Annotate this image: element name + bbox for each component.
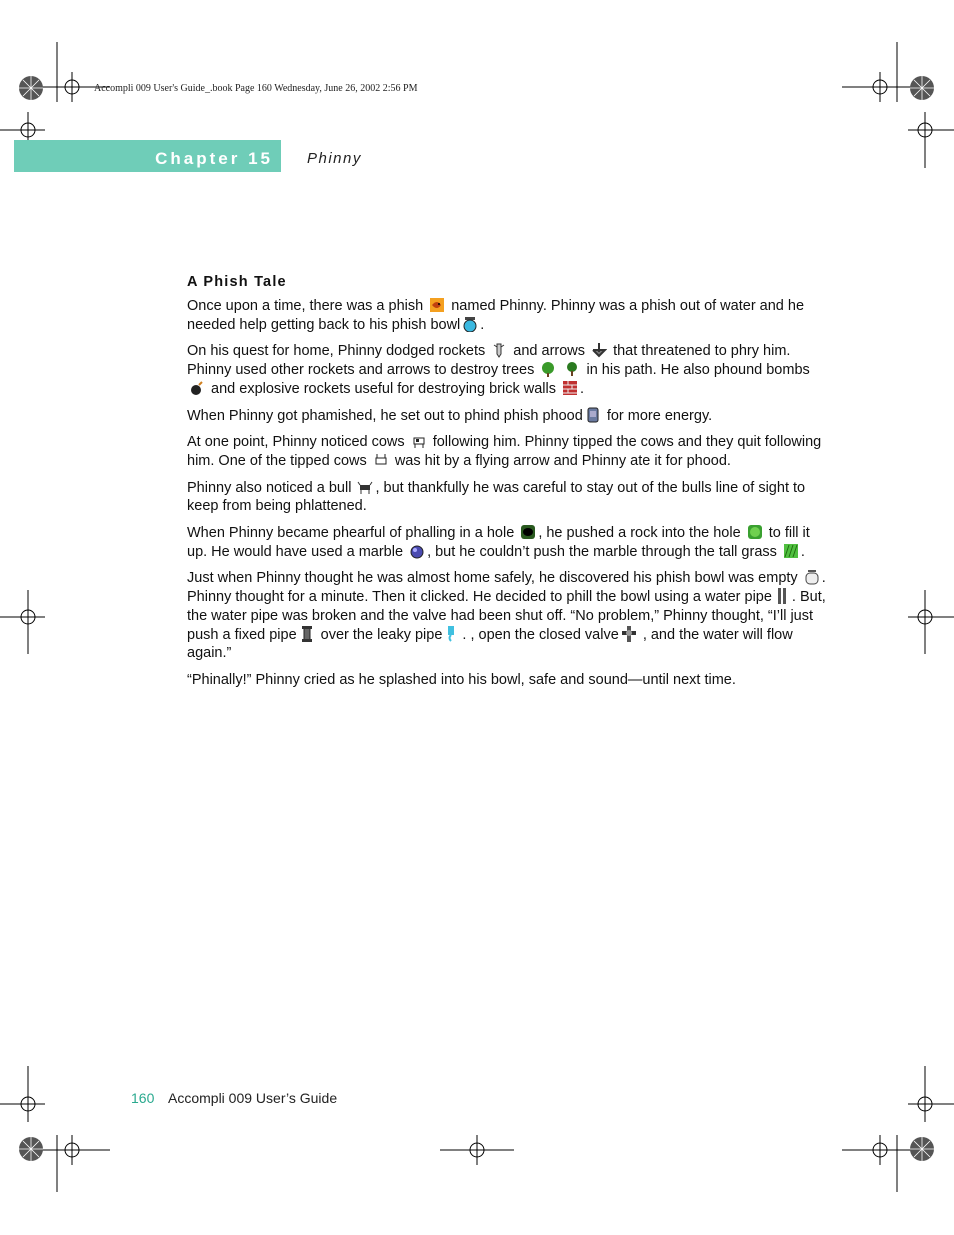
phish-icon: [429, 297, 445, 313]
tree-icon: [540, 361, 556, 377]
text: , but thankfully he was careful to stay out of the bulls line of sight to keep from being phlattened.: [187, 479, 806, 515]
text: . Phinny thought for a minute. Then it clicked. He decided to phill the bowl using a water pipe: [187, 570, 826, 606]
rock-icon: [747, 524, 763, 540]
text: .: [480, 316, 485, 333]
text: and explosive rockets useful for destroying brick walls: [211, 380, 556, 397]
phish-phood-icon: [585, 407, 601, 423]
valve-icon: [621, 626, 637, 642]
fixed-pipe-icon: [299, 626, 315, 642]
text: in his path. He also phound bombs: [586, 362, 810, 379]
paragraph: [187, 479, 827, 516]
text: .: [800, 543, 805, 560]
text: for more energy.: [606, 407, 713, 424]
chapter-label: Chapter 15: [155, 149, 273, 168]
text: and arrows: [513, 343, 586, 360]
page-number: 160: [131, 1090, 155, 1106]
section-heading: A Phish Tale: [187, 274, 287, 290]
paragraph: [187, 433, 827, 470]
rocket-icon: [491, 342, 507, 358]
tree-icon: [564, 361, 580, 377]
text: following him. Phinny tipped the cows and they quit following him. One of the tipped cows: [187, 434, 822, 469]
chapter-band: [14, 140, 281, 172]
text: . , open the closed valve: [462, 626, 619, 643]
text: When Phinny got phamished, he set out to phind phish phood: [187, 407, 583, 424]
text: At one point, Phinny noticed cows: [187, 434, 405, 451]
paragraph: [187, 297, 827, 334]
paragraph: [187, 407, 827, 426]
text: Just when Phinny thought he was almost home safely, he discovered his phish bowl was empty: [187, 570, 798, 587]
cow-icon: [411, 433, 427, 449]
hole-icon: [520, 524, 536, 540]
marble-icon: [409, 543, 425, 559]
phish-bowl-icon: [462, 316, 478, 332]
paragraph: “Phinally!” Phinny cried as he splashed into his bowl, safe and sound—until next time.: [187, 671, 736, 688]
text: .: [580, 380, 585, 397]
text: , he pushed a rock into the hole: [538, 525, 741, 542]
paragraph: [187, 342, 827, 398]
bull-icon: [357, 479, 373, 495]
paragraph: [187, 569, 827, 663]
print-header: Accompli 009 User's Guide_.book Page 160 Wednesday, June 26, 2002 2:56 PM: [94, 83, 418, 94]
text: that threatened to phry him. Phinny used other rockets and arrows to destroy trees: [187, 343, 791, 379]
footer-title: Accompli 009 User’s Guide: [168, 1090, 338, 1106]
text: was hit by a flying arrow and Phinny ate it for phood.: [394, 452, 731, 469]
text: , but he couldn’t push the marble through the tall grass: [427, 543, 777, 560]
arrow-icon: [591, 342, 607, 358]
text: Once upon a time, there was a phish: [187, 298, 424, 314]
text: , and the water will flow again.”: [187, 626, 793, 662]
water-pipe-icon: [774, 588, 790, 604]
paragraph: [187, 524, 827, 561]
text: to fill it up. He would have used a marble: [187, 525, 810, 560]
text: over the leaky pipe: [320, 626, 443, 643]
empty-bowl-icon: [804, 569, 820, 585]
story-body: [187, 297, 827, 698]
text: Phinny also noticed a bull: [187, 479, 352, 496]
leaky-pipe-icon: [444, 626, 460, 642]
text: . But, the water pipe was broken and the valve had been shut off. “No problem,” Phinny thought, “I’ll just push a fixed pipe: [187, 589, 826, 643]
chapter-title: Phinny: [307, 150, 362, 167]
text: named Phinny. Phinny was a phish out of water and he needed help getting back to his phish bowl: [187, 298, 805, 333]
text: On his quest for home, Phinny dodged rockets: [187, 343, 486, 360]
tipped-cow-icon: [373, 452, 389, 468]
grass-icon: [783, 543, 799, 559]
text: When Phinny became phearful of phalling in a hole: [187, 525, 515, 542]
bomb-icon: [189, 380, 205, 396]
brick-wall-icon: [562, 380, 578, 396]
